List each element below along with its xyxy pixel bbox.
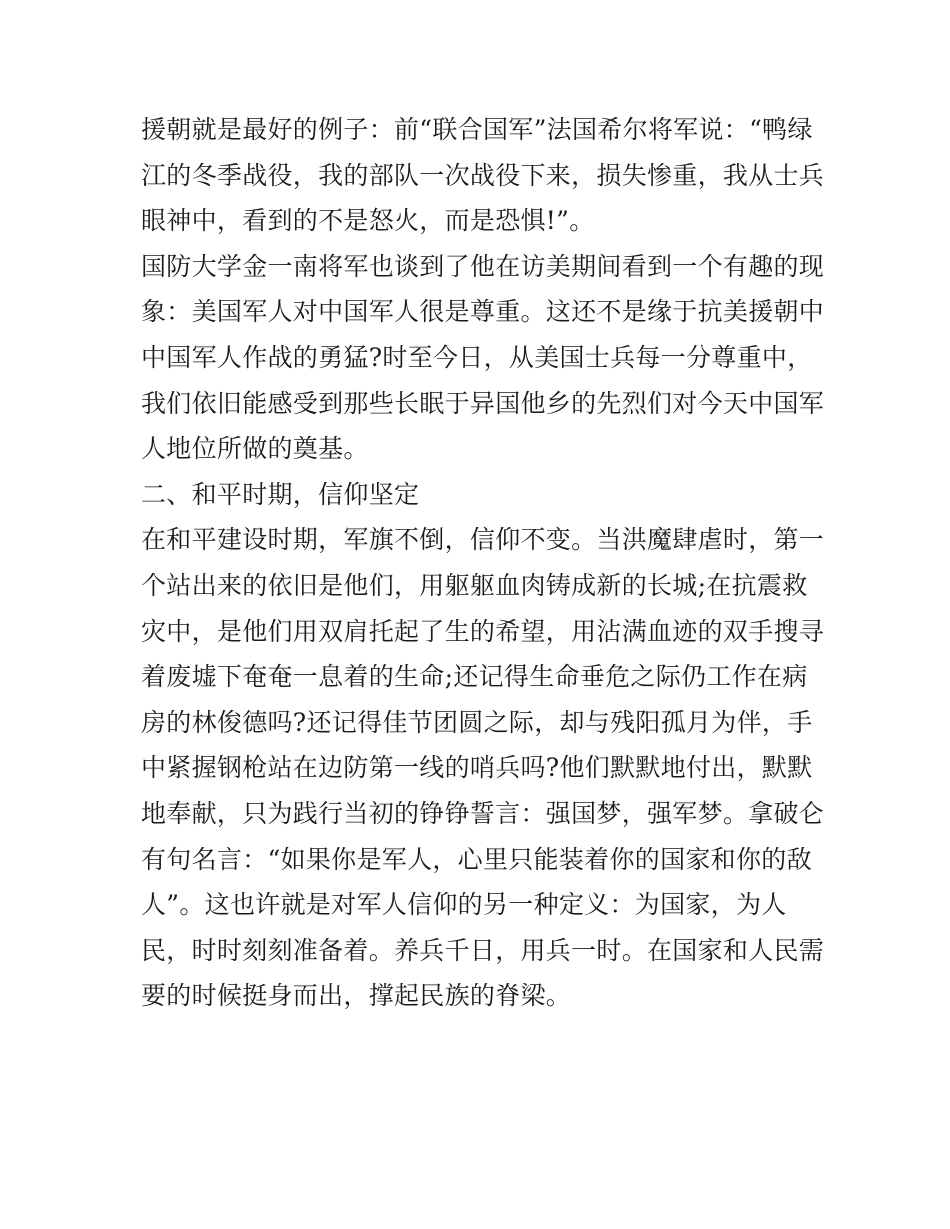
- text-line: 眼神中，看到的不是怒火，而是恐惧!”。: [141, 206, 595, 236]
- text-line: 国防大学金一南将军也谈到了他在访美期间看到一个有趣的现: [141, 251, 825, 281]
- text-line: 民，时时刻刻准备着。养兵千日，用兵一时。在国家和人民需: [141, 935, 825, 965]
- text-line: 地奉献，只为践行当初的铮铮誓言：强国梦，强军梦。拿破仑: [141, 798, 825, 828]
- text-line: 房的林俊德吗?还记得佳节团圆之际，却与残阳孤月为伴，手: [141, 707, 813, 737]
- text-line: 援朝就是最好的例子：前“联合国军”法国希尔将军说：“鸭绿: [141, 115, 813, 144]
- section-heading: 二、和平时期，信仰坚定: [141, 479, 420, 509]
- text-line: 人地位所做的奠基。: [141, 434, 369, 464]
- text-line: 灾中，是他们用双肩托起了生的希望，用沾满血迹的双手搜寻: [141, 616, 825, 646]
- text-line: 要的时候挺身而出，撑起民族的脊梁。: [141, 981, 572, 1011]
- text-line: 江的冬季战役，我的部队一次战役下来，损失惨重，我从士兵: [141, 160, 825, 190]
- text-line: 个站出来的依旧是他们，用躯躯血肉铸成新的长城;在抗震救: [141, 570, 808, 600]
- text-line: 象：美国军人对中国军人很是尊重。这还不是缘于抗美援朝中: [141, 297, 825, 327]
- text-line: 人”。这也许就是对军人信仰的另一种定义：为国家，为人: [141, 890, 787, 920]
- text-line: 有句名言：“如果你是军人，心里只能装着你的国家和你的敌: [141, 844, 812, 874]
- text-line: 中紧握钢枪站在边防第一线的哨兵吗?他们默默地付出，默默: [141, 753, 813, 783]
- text-line: 我们依旧能感受到那些长眠于异国他乡的先烈们对今天中国军: [141, 388, 825, 418]
- text-line: 在和平建设时期，军旗不倒，信仰不变。当洪魔肆虐时，第一: [141, 525, 825, 555]
- text-line: 着废墟下奄奄一息着的生命;还记得生命垂危之际仍工作在病: [141, 662, 808, 692]
- text-line: 中国军人作战的勇猛?时至今日，从美国士兵每一分尊重中，: [141, 342, 813, 372]
- body-text: [141, 107, 825, 1019]
